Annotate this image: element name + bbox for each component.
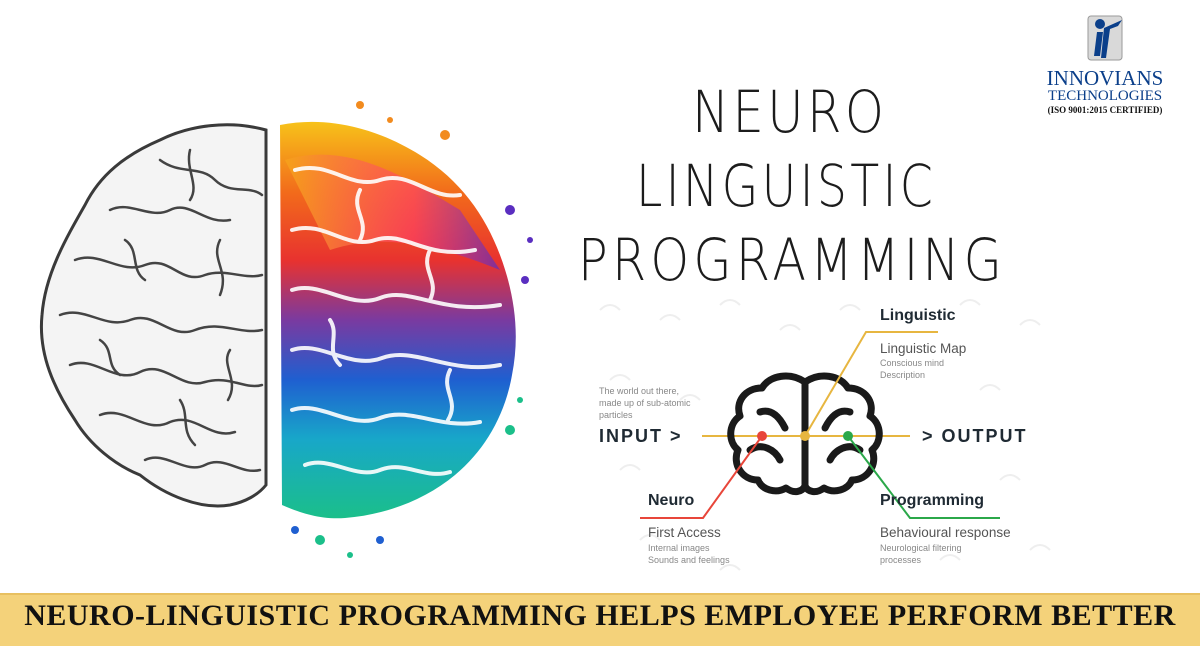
- title-line-programming: PROGRAMMING: [578, 226, 1007, 294]
- linguistic-heading: Linguistic: [880, 307, 956, 324]
- linguistic-notes: Conscious mind Description: [880, 358, 945, 380]
- logo-certification: (ISO 9001:2015 CERTIFIED): [1047, 105, 1163, 115]
- neuro-notes: Internal images Sounds and feelings: [648, 543, 730, 565]
- input-label: INPUT >: [599, 426, 683, 446]
- linguistic-sub: Linguistic Map: [880, 341, 967, 356]
- title-line-neuro: NEURO: [692, 78, 888, 146]
- neuro-sub: First Access: [648, 525, 721, 540]
- brain-illustration: [30, 100, 540, 570]
- sketch-hemisphere: [41, 125, 266, 506]
- output-label: > OUTPUT: [922, 426, 1028, 446]
- programming-dot: [843, 431, 853, 441]
- logo-mark-icon: [1082, 12, 1128, 64]
- input-note: The world out there, made up of sub-atomic particles: [599, 386, 691, 420]
- linguistic-dot: [800, 431, 810, 441]
- neuro-dot: [757, 431, 767, 441]
- programming-sub: Behavioural response: [880, 525, 1011, 540]
- bottom-banner: [0, 593, 1200, 646]
- neuro-heading: Neuro: [648, 492, 695, 509]
- logo-name: INNOVIANS: [1046, 66, 1164, 90]
- logo-subtitle: TECHNOLOGIES: [1047, 88, 1163, 104]
- banner-text: NEURO-LINGUISTIC PROGRAMMING HELPS EMPLOYEE PERFORM BETTER: [24, 599, 1176, 632]
- company-logo: [1040, 12, 1170, 116]
- programming-heading: Programming: [880, 492, 985, 509]
- programming-notes: Neurological filtering processes: [880, 543, 962, 565]
- title-line-linguistic: LINGUISTIC: [636, 152, 937, 220]
